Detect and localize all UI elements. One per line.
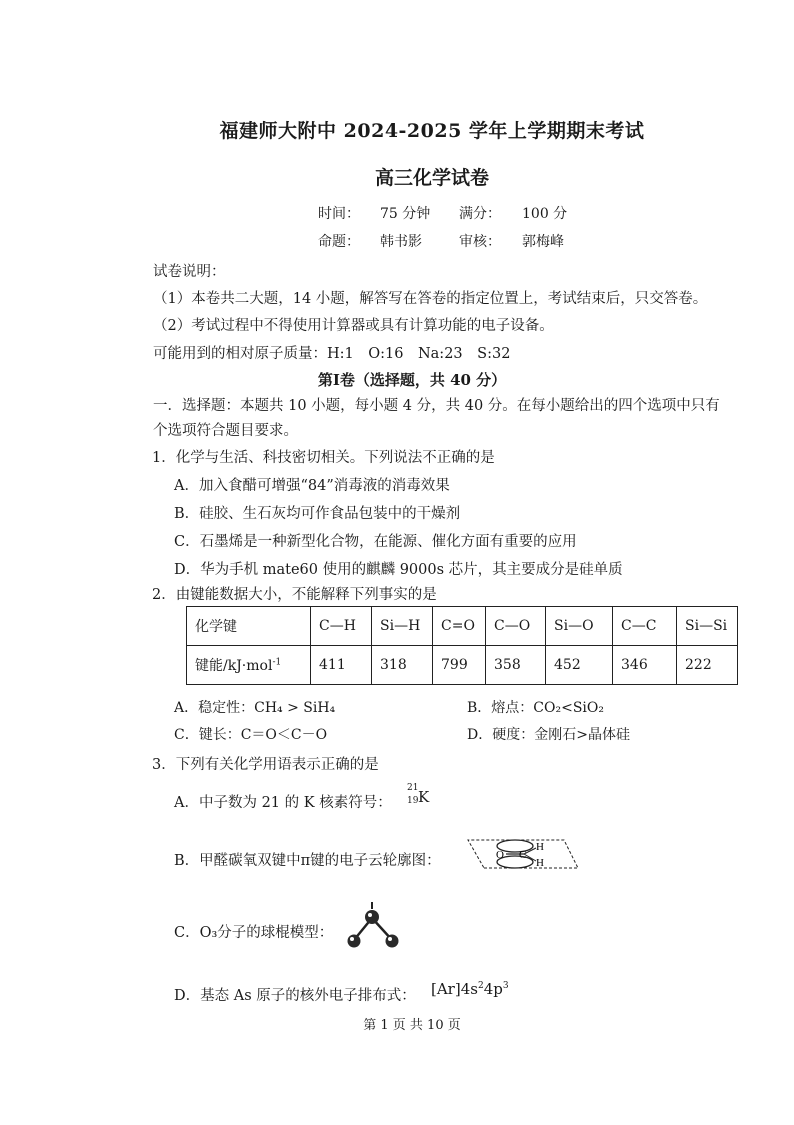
oxygen-atom-right [386, 935, 399, 948]
atom-c-label: C [519, 849, 527, 861]
table-row [187, 646, 738, 685]
config-core: [Ar]4s [431, 980, 478, 998]
reviewer-label: 审核： [459, 234, 501, 250]
bond-cell: C—O [486, 607, 546, 646]
bond-cell: C—H [311, 607, 372, 646]
oxygen-atom-left [348, 935, 361, 948]
q2-option-c: C．键长：C＝O＜C－O [174, 727, 328, 743]
highlight [368, 913, 372, 917]
atom-h1-label: H [536, 841, 544, 853]
score-value: 100 分 [522, 206, 568, 222]
section-intro-line2: 个选项符合题目要求。 [153, 423, 298, 439]
q1-option-b: B．硅胶、生石灰均可作食品包装中的干燥剂 [174, 506, 461, 522]
pi-bond-orbital-diagram [466, 834, 586, 874]
atomic-masses: 可能用到的相对原子质量：H:1 O:16 Na:23 S:32 [153, 346, 511, 362]
instruction-item-1: （1）本卷共二大题，14 小题，解答写在答卷的指定位置上，考试结束后，只交答卷。 [153, 291, 708, 307]
atom-o-label: O [496, 849, 504, 861]
highlight [388, 937, 392, 941]
energy-cell: 358 [486, 646, 546, 685]
bond-cell: Si—H [372, 607, 433, 646]
bond-energy-table [186, 606, 738, 685]
atom-h2-label: H [536, 857, 544, 869]
q3-option-b: B．甲醛碳氧双键中π键的电子云轮廓图： [174, 853, 441, 869]
section-title: 第Ⅰ卷（选择题，共 40 分） [317, 371, 507, 389]
electron-configuration [431, 980, 509, 998]
energy-unit-sup: -1 [272, 657, 282, 668]
q2-option-a: A．稳定性：CH₄ > SiH₄ [174, 700, 336, 716]
ozone-ball-stick-model [342, 900, 406, 956]
highlight [350, 937, 354, 941]
q3-option-d: D．基态 As 原子的核外电子排布式： [174, 988, 416, 1004]
table-row [187, 607, 738, 646]
nuclide-atomic-number: 19 [407, 796, 419, 806]
nuclide-symbol [407, 783, 437, 813]
energy-cell: 799 [433, 646, 486, 685]
q2-option-d: D．硬度：金刚石>晶体硅 [467, 727, 630, 743]
time-label: 时间： [318, 206, 360, 222]
energy-cell: 222 [677, 646, 738, 685]
author-label: 命题： [318, 234, 360, 250]
nuclide-element: K [418, 788, 430, 806]
q1-option-c: C．石墨烯是一种新型化合物，在能源、催化方面有重要的应用 [174, 534, 577, 550]
energy-cell: 318 [372, 646, 433, 685]
nuclide-mass-number: 21 [407, 783, 419, 793]
bond-cell: Si—O [546, 607, 613, 646]
q3-stem: 3．下列有关化学用语表示正确的是 [152, 757, 379, 773]
bond-cell: Si—Si [677, 607, 738, 646]
q2-option-b: B．熔点：CO₂<SiO₂ [467, 700, 604, 716]
q3-option-c: C．O₃分子的球棍模型： [174, 925, 334, 941]
exam-title: 福建师大附中 2024-2025 学年上学期期末考试 [219, 120, 645, 142]
exam-subtitle: 高三化学试卷 [374, 167, 489, 189]
q2-stem: 2．由键能数据大小，不能解释下列事实的是 [152, 587, 437, 603]
score-label: 满分： [459, 206, 501, 222]
table-header-cell [187, 646, 311, 685]
q1-stem: 1．化学与生活、科技密切相关。下列说法不正确的是 [152, 450, 495, 466]
instruction-item-2: （2）考试过程中不得使用计算器或具有计算功能的电子设备。 [153, 318, 554, 334]
bond-cell: C—C [613, 607, 677, 646]
config-mid: 4p [483, 980, 503, 998]
author-value: 韩书影 [380, 234, 422, 250]
q3-option-a: A．中子数为 21 的 K 核素符号： [174, 795, 392, 811]
q1-option-d: D．华为手机 mate60 使用的麒麟 9000s 芯片，其主要成分是硅单质 [174, 562, 623, 578]
energy-unit-label: 键能/kJ·mol [195, 658, 273, 674]
instructions-heading: 试卷说明： [153, 264, 226, 280]
energy-cell: 452 [546, 646, 613, 685]
config-sup-2: 3 [502, 981, 509, 991]
page-footer: 第 1 页 共 10 页 [363, 1018, 461, 1033]
section-intro-line1: 一．选择题：本题共 10 小题，每小题 4 分，共 40 分。在每小题给出的四个选项中只有 [153, 398, 720, 414]
time-value: 75 分钟 [380, 206, 431, 222]
energy-cell: 411 [311, 646, 372, 685]
energy-cell: 346 [613, 646, 677, 685]
config-sup-1: 2 [477, 981, 484, 991]
oxygen-atom-center [365, 910, 379, 924]
q1-option-a: A．加入食醋可增强“84”消毒液的消毒效果 [174, 478, 450, 494]
table-header-cell: 化学键 [187, 607, 311, 646]
bond-cell: C=O [433, 607, 486, 646]
reviewer-value: 郭梅峰 [522, 234, 564, 250]
